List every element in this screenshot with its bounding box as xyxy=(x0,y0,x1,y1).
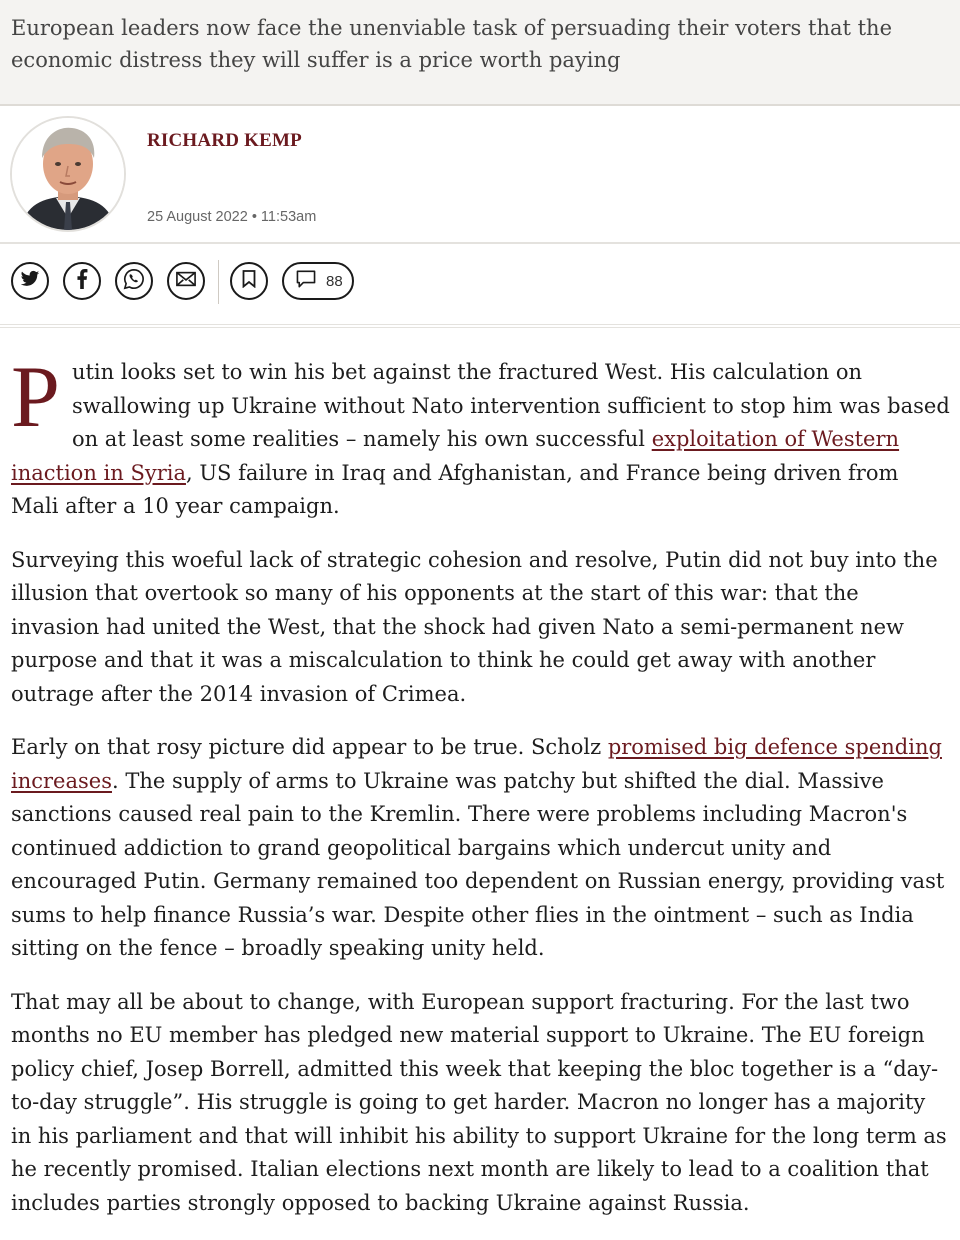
share-facebook-button[interactable] xyxy=(63,262,101,300)
author-name[interactable]: RICHARD KEMP xyxy=(147,130,302,151)
paragraph-text: Early on that rosy picture did appear to be true. Scholz xyxy=(11,735,608,759)
twitter-icon xyxy=(20,270,40,292)
paragraph-4: That may all be about to change, with European support fracturing. For the last two months no EU member has pledged new material support to Ukraine. The EU foreign policy chief, Josep Borrell, admitted this week that keeping the bloc together is a “day-to-day struggle”. His struggle is going to get harder. Macron no longer has a majority in his parliament and that will inhibit his ability to support Ukraine for the long term as he recently promised. Italian elections next month are likely to lead to a coalition that includes parties strongly opposed to backing Ukraine against Russia. xyxy=(11,989,947,1215)
standfirst: European leaders now face the unenviable task of persuading their voters that the economic distress they will suffer is a price worth paying xyxy=(11,16,892,72)
paragraph-text: . The supply of arms to Ukraine was patchy but shifted the dial. Massive sanctions caused real pain to the Kremlin. There were problems including Macron's continued addiction to grand geopolitical bargains which undercut unity and encouraged Putin. Germany remained too dependent on Russian energy, providing vast sums to help finance Russia’s war. Despite other flies in the ointment – such as India sitting on the fence – broadly speaking unity held. xyxy=(11,768,945,960)
paragraph-2: Surveying this woeful lack of strategic cohesion and resolve, Putin did not buy into the illusion that overtook so many of his opponents at the start of this war: that the invasion had united the West, that the shock had given Nato a semi-permanent new purpose and that it was a miscalculation to think he could get away with another outrage after the 2014 invasion of Crimea. xyxy=(11,547,938,706)
whatsapp-icon xyxy=(123,268,145,294)
article-body xyxy=(11,349,951,1240)
paragraph-1 xyxy=(11,349,951,524)
defence-spending-link[interactable]: promised big defence spending increases xyxy=(11,735,942,793)
share-whatsapp-button[interactable] xyxy=(115,262,153,300)
comment-icon xyxy=(296,270,316,292)
drop-cap: P xyxy=(11,349,60,446)
author-avatar[interactable] xyxy=(10,116,126,232)
paragraph-text: , US failure in Iraq and Afghanistan, and France being driven from Mali after a 10 year campaign. xyxy=(11,460,899,518)
paragraph-3 xyxy=(11,731,951,966)
share-toolbar xyxy=(0,244,960,328)
publish-date: 25 August 2022 • 11:53am xyxy=(147,209,317,225)
paragraph-text: utin looks set to win his bet against the fractured West. His calculation on swallowing up Ukraine without Nato intervention sufficient to stop him was based on at least some realities – namely his own successful xyxy=(71,360,950,451)
byline xyxy=(0,106,960,244)
share-email-button[interactable] xyxy=(167,262,205,300)
bookmark-icon xyxy=(242,270,256,292)
facebook-icon xyxy=(76,269,88,293)
syria-link[interactable]: exploitation of Western inaction in Syria xyxy=(11,427,900,485)
standfirst-band xyxy=(0,0,960,106)
comments-count: 88 xyxy=(326,272,343,290)
email-icon xyxy=(176,271,196,291)
toolbar-divider xyxy=(218,260,219,304)
share-twitter-button[interactable] xyxy=(11,262,49,300)
bookmark-button[interactable] xyxy=(230,262,268,300)
comments-button[interactable] xyxy=(282,262,354,300)
author-portrait xyxy=(12,118,124,230)
